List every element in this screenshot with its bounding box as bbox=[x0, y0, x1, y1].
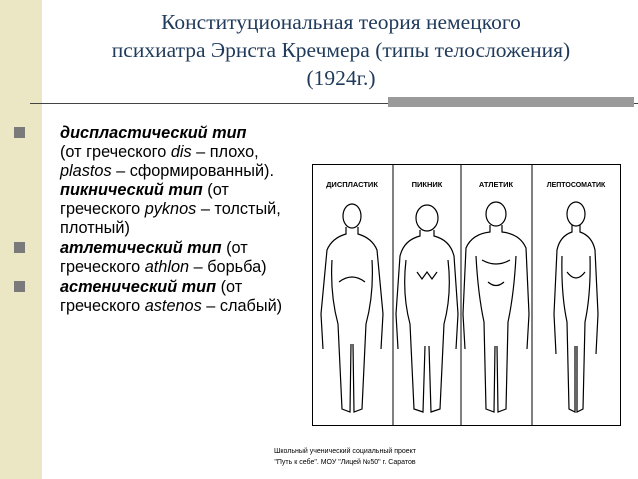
label-dysplastic: ДИСПЛАСТИК bbox=[326, 180, 378, 189]
term-dysplastic: диспластический тип bbox=[60, 124, 247, 142]
bullet-marker-icon bbox=[14, 281, 25, 292]
slide-title bbox=[48, 8, 634, 92]
bullet-text: – толстый, плотный) bbox=[60, 200, 281, 237]
bullet-dysplastic-pyknic bbox=[8, 124, 293, 238]
bullet-text: (от греческого bbox=[60, 278, 243, 315]
bullet-asthenic bbox=[8, 278, 293, 316]
title-divider-bar bbox=[388, 97, 634, 107]
bullet-text: – борьба) bbox=[189, 258, 267, 276]
bullet-text: – плохо, bbox=[191, 143, 259, 161]
bullet-text: (от греческого bbox=[60, 239, 248, 276]
footer-line-1: Школьный ученический социальный проект bbox=[273, 448, 417, 455]
body-types-figure bbox=[312, 164, 621, 426]
bullet-athletic bbox=[8, 239, 293, 277]
bullet-text: (от греческого bbox=[60, 143, 171, 161]
bullet-text: – сформированный). bbox=[111, 162, 274, 180]
footer-line-2: "Путь к себе". МОУ "Лицей №50" г. Саратов bbox=[274, 459, 416, 466]
term-asthenic: астенический тип bbox=[60, 278, 217, 296]
bullet-marker-icon bbox=[14, 127, 25, 138]
greek-word: pyknos bbox=[144, 200, 197, 218]
bullet-list bbox=[8, 124, 293, 317]
title-line-3: (1924г.) bbox=[306, 66, 376, 90]
bullet-text: – слабый) bbox=[201, 297, 283, 315]
greek-word: athlon bbox=[144, 258, 190, 276]
greek-word: astenos bbox=[144, 297, 202, 315]
bullet-text: (от греческого bbox=[60, 181, 229, 218]
term-athletic: атлетический тип bbox=[60, 239, 222, 257]
title-line-1: Конституциональная теория немецкого bbox=[161, 10, 521, 34]
label-athletic: АТЛЕТИК bbox=[478, 180, 514, 189]
footer-credit bbox=[245, 446, 445, 468]
title-line-2: психиатра Эрнста Кречмера (типы телосложения) bbox=[111, 38, 571, 62]
term-pyknic: пикнический тип bbox=[60, 181, 203, 199]
label-leptosomatic: ЛЕПТОСОМАТИК bbox=[546, 182, 606, 189]
greek-word: dis bbox=[170, 143, 192, 161]
greek-word: plastos bbox=[60, 162, 112, 180]
label-pyknic: ПИКНИК bbox=[411, 180, 443, 189]
bullet-marker-icon bbox=[14, 242, 25, 253]
